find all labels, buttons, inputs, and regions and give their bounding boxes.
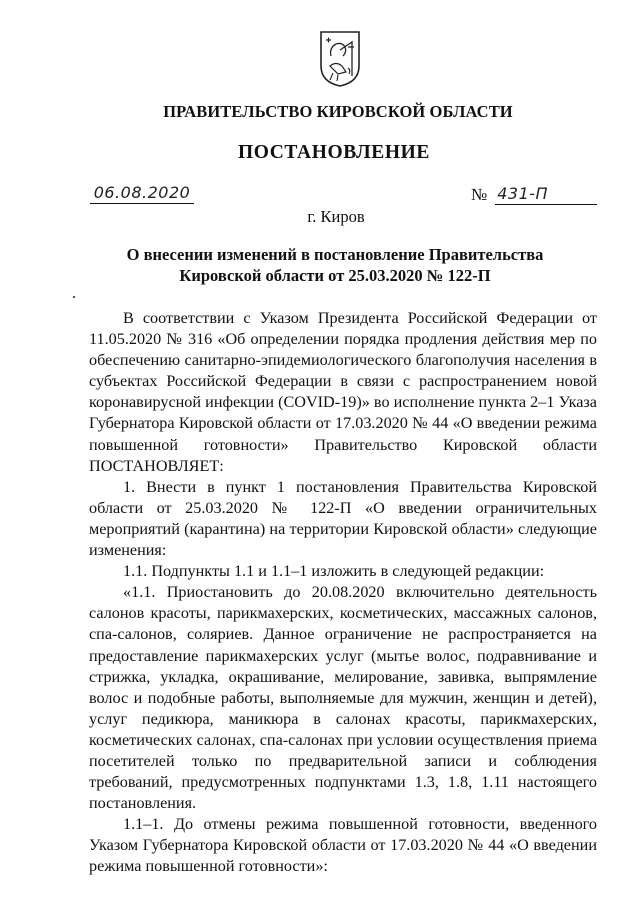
document-body [89, 308, 597, 878]
heading-line-1: О внесении изменений в постановление Правительства [126, 245, 544, 264]
document-heading [100, 244, 570, 286]
coat-of-arms-icon [318, 28, 362, 88]
organization-title: ПРАВИТЕЛЬСТВО КИРОВСКОЙ ОБЛАСТИ [163, 102, 513, 121]
heading-line-2: Кировской области от 25.03.2020 № 122-П [179, 266, 491, 285]
document-date: 06.08.2020 [90, 183, 194, 204]
document-number: 431-П [495, 184, 597, 205]
city: г. Киров [307, 207, 365, 226]
paragraph-item-1: 1. Внести в пункт 1 постановления Правительства Кировской области от 25.03.2020 № 122-П «О введении ограничительных мероприятий (карантина) на территории Кировской области» следующие изменения: [89, 477, 597, 560]
margin-mark [73, 296, 75, 298]
paragraph-subitem-1-1-1: 1.1–1. До отмены режима повышенной готовности, введенного Указом Губернатора Кировской области от 17.03.2020 № 44 «О введении режима повышенной готовности»: [89, 815, 597, 876]
number-sign: № [471, 185, 488, 204]
document-type: ПОСТАНОВЛЕНИЕ [237, 142, 431, 163]
paragraph-preamble: В соответствии с Указом Президента Российской Федерации от 11.05.2020 № 316 «Об определении порядка продления действия мер по обеспечению санитарно-эпидемиологического благополучия населения в субъектах Российской Федерации в связи с распространением новой коронавирусной инфекции (COVID-19)» во исполнение пункта 2–1 Указа Губернатора Кировской области от 17.03.2020 № 44 «О введении режима повышенной готовности» Правительство Кировской области ПОСТАНОВЛЯЕТ: [89, 309, 597, 475]
document-number-block [471, 183, 597, 205]
paragraph-subitem-1-1: «1.1. Приостановить до 20.08.2020 включительно деятельность салонов красоты, парикмахерских, косметических, массажных салонов, спа-салонов, соляриев. Данное ограничение не распространяется на предоставление парикмахерских услуг (мытье волос, подравнивание и стрижка, укладка, окрашивание, мелирование, завивка, выпрямление волос и подобные работы, выполняемые для мужчин, женщин и детей), услуг педикюра, маникюра в салонах красоты, парикмахерских, косметических салонах, спа-салонах при условии осуществления приема посетителей только по предварительной записи и соблюдения требований, предусмотренных подпунктами 1.3, 1.8, 1.11 настоящего постановления. [89, 583, 597, 813]
paragraph-item-1-1: 1.1. Подпункты 1.1 и 1.1–1 изложить в следующей редакции: [123, 562, 545, 581]
